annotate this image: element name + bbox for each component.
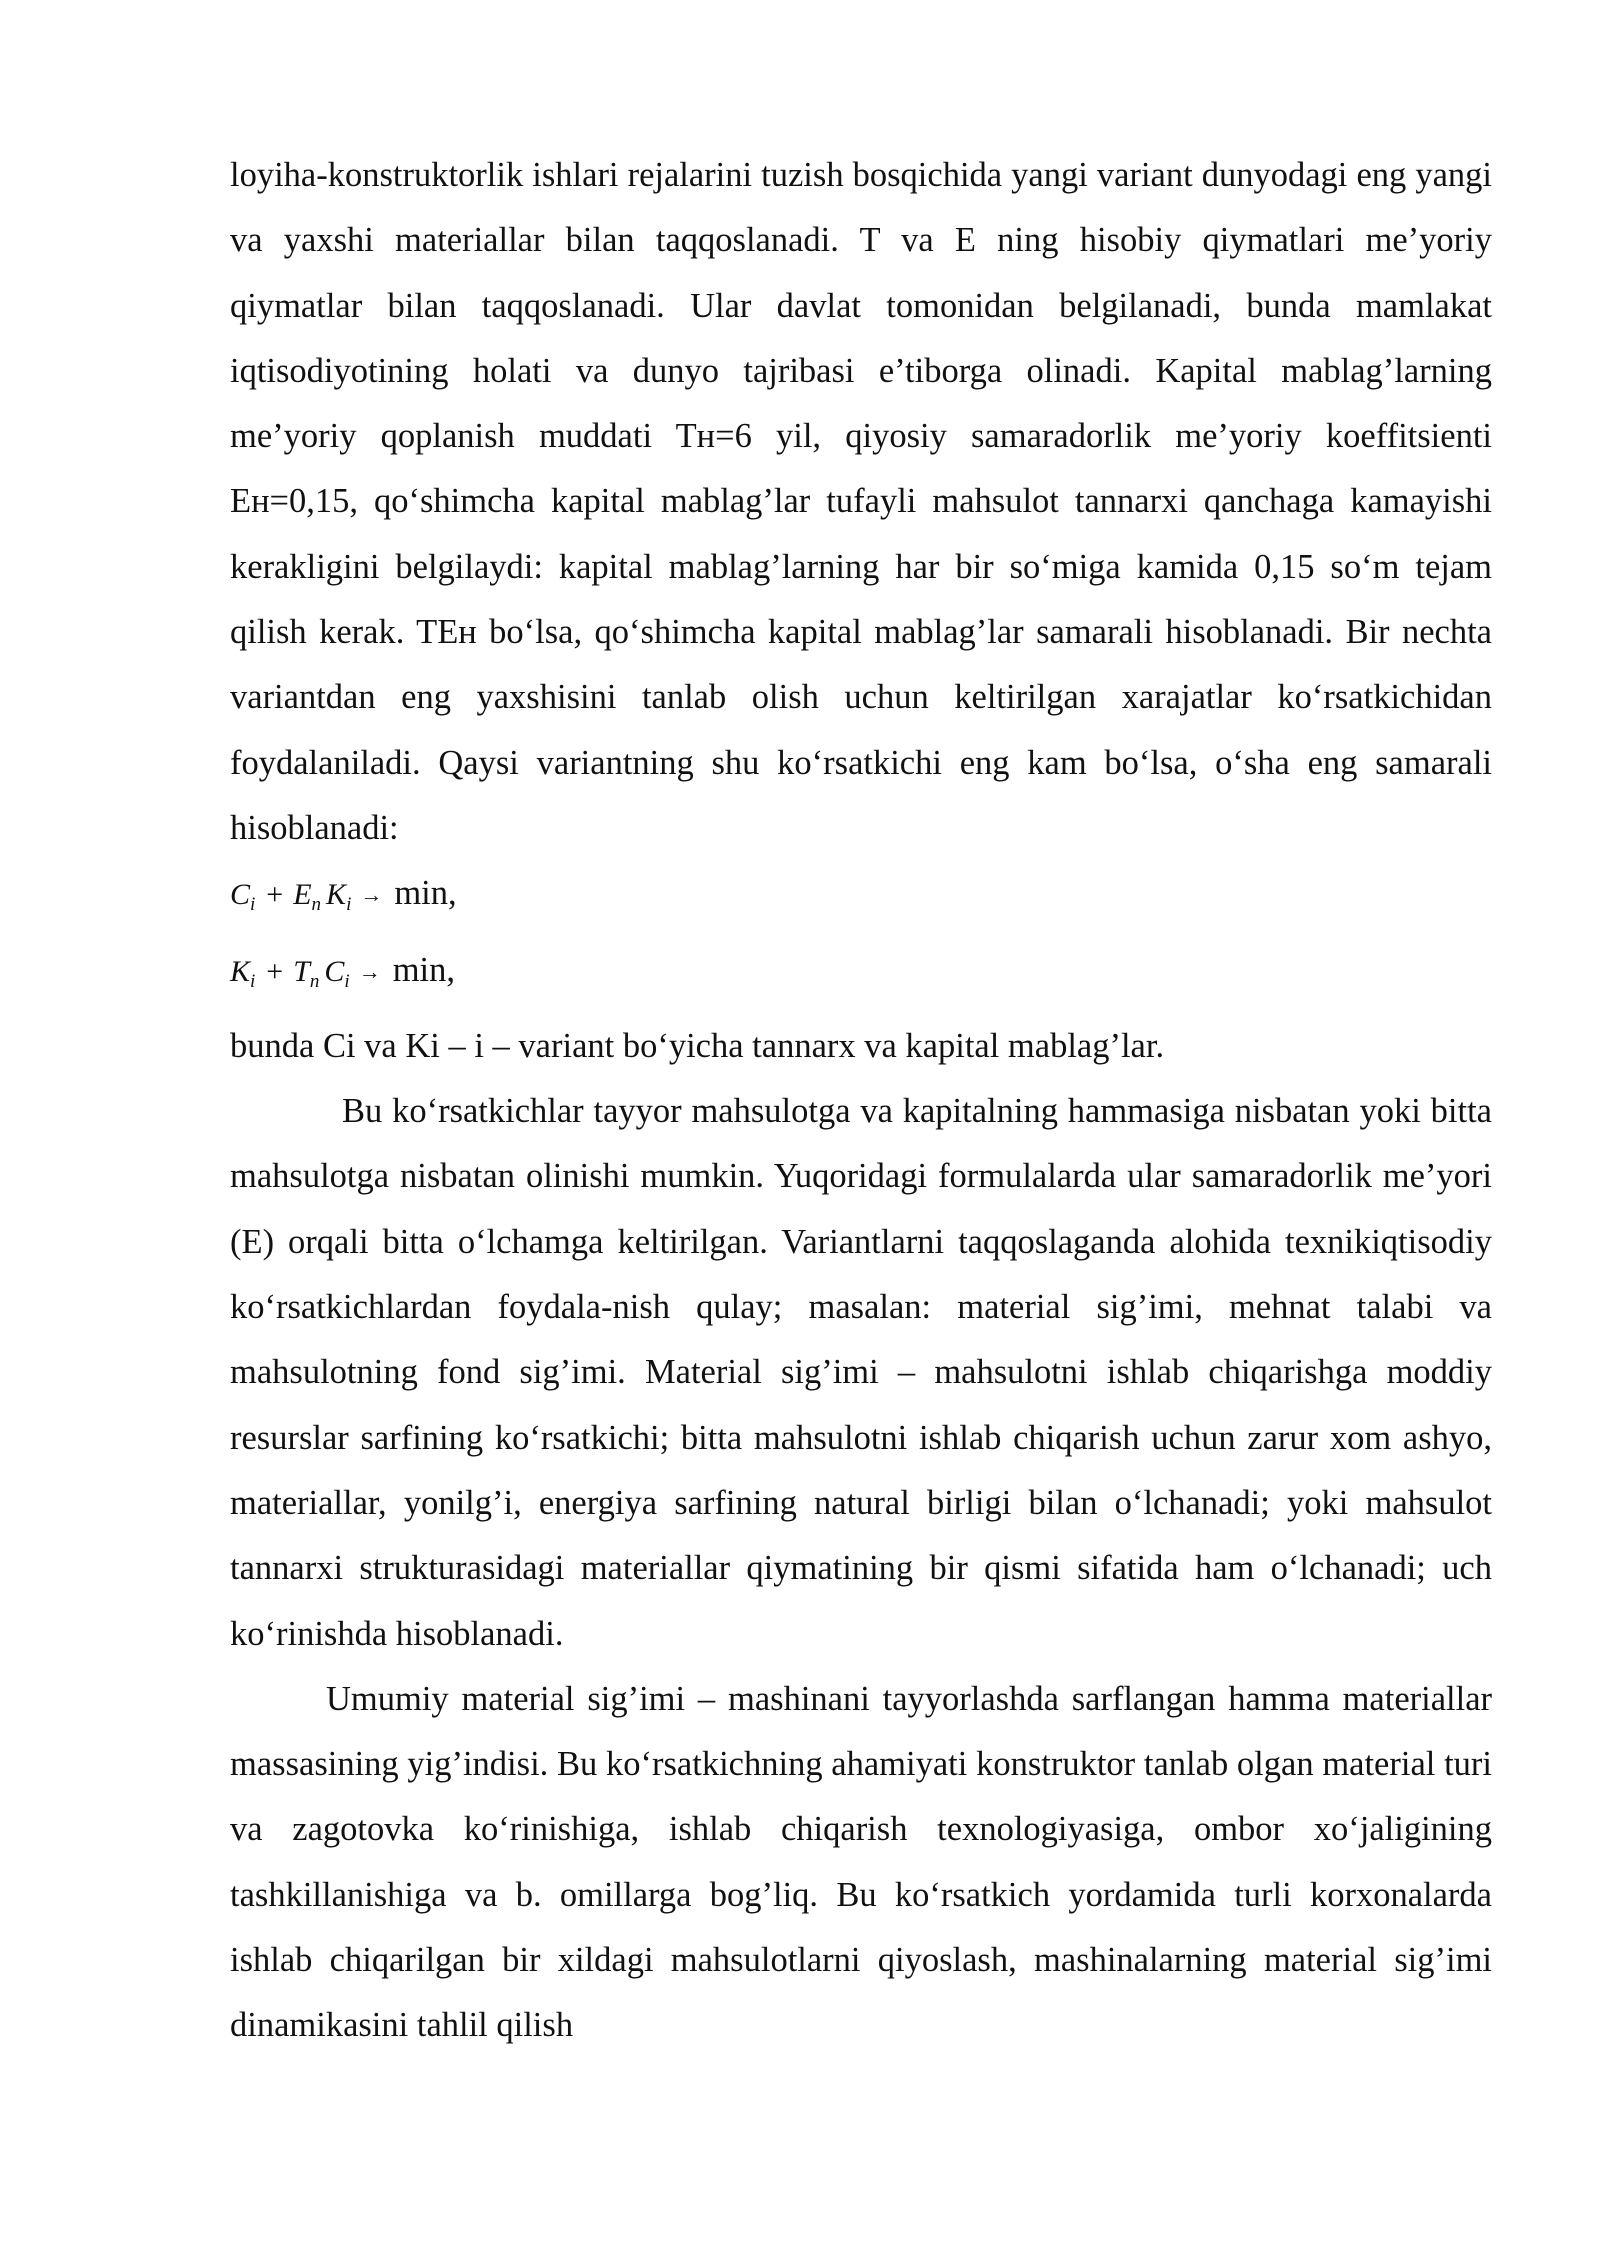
formula-reduced-cost [230, 861, 1492, 937]
formula-operator: + [266, 878, 284, 912]
formula-subscript: n [311, 894, 322, 916]
document-body [230, 143, 1492, 2059]
formula-arrow: → [358, 958, 381, 984]
formula-subscript: i [344, 970, 350, 992]
formula-var: C [324, 954, 345, 988]
formula-subscript: i [346, 894, 352, 916]
formula-arrow: → [360, 882, 383, 908]
formula-result: min, [394, 874, 457, 913]
formula-note: bunda Ci va Ki – i – variant bo‘yicha tannarx va kapital mablag’lar. [230, 1026, 1165, 1065]
formula-var: T [293, 954, 310, 988]
formula-subscript: n [309, 970, 320, 992]
formula-operator: + [266, 954, 284, 988]
paragraph-intro: loyiha-konstruktorlik ishlari rejalarini tuzish bosqichida yangi variant dunyodagi eng yangi va yaxshi materiallar bilan taqqoslanadi. T va E ning hisobiy qiymatlari me’yoriy qiymatlar bilan taqqoslanadi. Ular davlat tomonidan belgilanadi, bunda mamlakat iqtisodiyotining holati va dunyo tajribasi e’tiborga olinadi. Kapital mablag’larning me’yoriy qoplanish muddati Tн=6 yil, qiyosiy samaradorlik me’yoriy koeffitsienti Eн=0,15, qo‘shimcha kapital mablag’lar tufayli mahsulot tannarxi qanchaga kamayishi kerakligini belgilaydi: kapital mablag’larning har bir so‘miga kamida 0,15 so‘m tejam qilish kerak. TEн bo‘lsa, qo‘shimcha kapital mablag’lar samarali hisoblanadi. Bir nechta variantdan eng yaxshisini tanlab olish uchun keltirilgan xarajatlar ko‘rsatkichidan foydalaniladi. Qaysi variantning shu ko‘rsatkichi eng kam bo‘lsa, o‘sha eng samarali hisoblanadi: [230, 156, 1492, 847]
formula-subscript: i [250, 894, 256, 916]
paragraph-material-intensity: Umumiy material sig’imi – mashinani tayyorlashda sarflangan hamma materiallar massasining yig’indisi. Bu ko‘rsatkichning ahamiyati konstruktor tanlab olgan material turi va zagotovka ko‘rinishiga, ishlab chiqarish texnologiyasiga, ombor xo‘jaligining tashkillanishiga va b. omillarga bog’liq. Bu ko‘rsatkich yordamida turli korxonalarda ishlab chiqarilgan bir xildagi mahsulotlarni qiyoslash, mashinalarning material sig’imi dinamikasini tahlil qilish [230, 1679, 1492, 2045]
formula-var: K [230, 954, 251, 988]
paragraph-indicators: Bu ko‘rsatkichlar tayyor mahsulotga va kapitalning hammasiga nisbatan yoki bitta mahsulotga nisbatan olinishi mumkin. Yuqoridagi formulalarda ular samaradorlik me’yori (E) orqali bitta o‘lchamga keltirilgan. Variantlarni taqqoslaganda alohida texnikiqtisodiy ko‘rsatkichlardan foydala-nish qulay; masalan: material sig’imi, mehnat talabi va mahsulotning fond sig’imi. Material sig’imi – mahsulotni ishlab chiqarishga moddiy resurslar sarfining ko‘rsatkichi; bitta mahsulotni ishlab chiqarish uchun zarur xom ashyo, materiallar, yonilg’i, energiya sarfining natural birligi bilan o‘lchanadi; yoki mahsulot tannarxi strukturasidagi materiallar qiymatining bir qismi sifatida ham o‘lchanadi; uch ko‘rinishda hisoblanadi. [230, 1092, 1492, 1653]
formula-var: C [230, 878, 251, 912]
formula-subscript: i [250, 970, 256, 992]
formula-reduced-capital [230, 938, 1492, 1014]
formula-var: K [326, 878, 347, 912]
formula-var: E [293, 878, 312, 912]
formula-result: min, [392, 950, 455, 989]
